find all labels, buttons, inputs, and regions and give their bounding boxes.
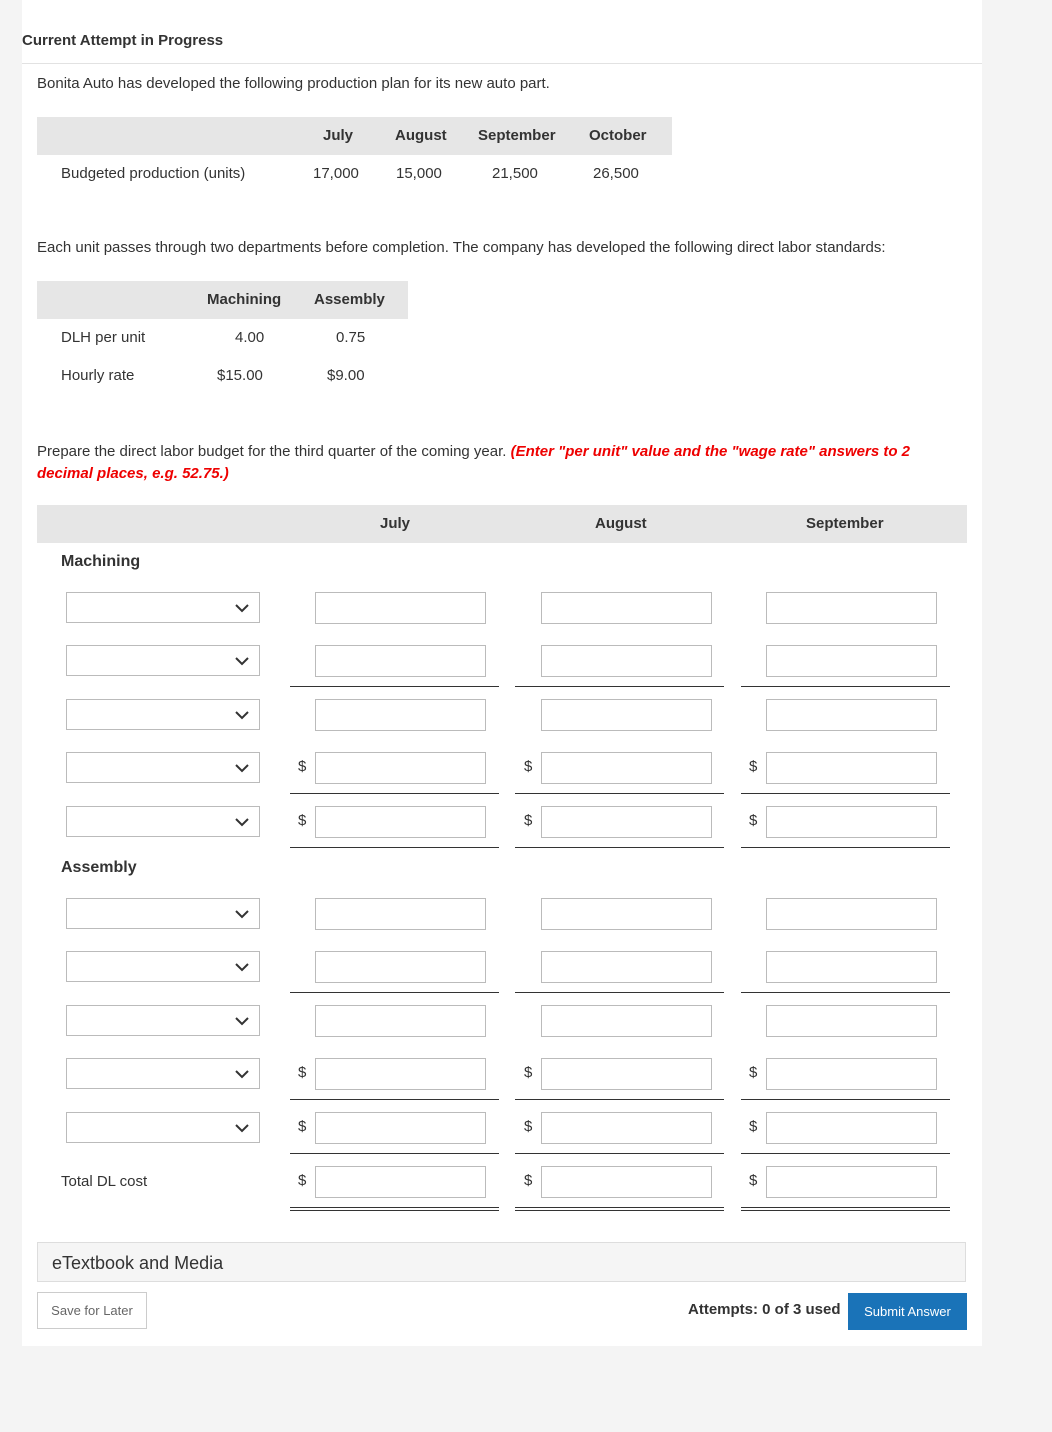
production-month-header: July xyxy=(323,127,354,144)
save-for-later-button[interactable]: Save for Later xyxy=(37,1292,147,1329)
amount-input[interactable] xyxy=(541,752,712,784)
underline-rule xyxy=(515,1153,724,1154)
underline-rule xyxy=(741,793,950,794)
dollar-sign: $ xyxy=(298,758,307,775)
underline-rule xyxy=(741,1207,950,1208)
amount-input[interactable] xyxy=(541,699,712,731)
budget-month-header: August xyxy=(595,515,647,532)
chevron-down-icon xyxy=(233,706,251,724)
line-item-dropdown[interactable] xyxy=(66,699,260,730)
chevron-down-icon xyxy=(233,813,251,831)
underline-rule xyxy=(515,847,724,848)
attempts-counter: Attempts: 0 of 3 used xyxy=(688,1301,841,1318)
amount-input[interactable] xyxy=(315,1058,486,1090)
dollar-sign: $ xyxy=(298,812,307,829)
standards-value: 4.00 xyxy=(235,329,265,346)
total-dl-cost-label: Total DL cost xyxy=(61,1173,148,1190)
chevron-down-icon xyxy=(233,1012,251,1030)
chevron-down-icon xyxy=(233,905,251,923)
amount-input[interactable] xyxy=(766,806,937,838)
chevron-down-icon xyxy=(233,652,251,670)
line-item-dropdown[interactable] xyxy=(66,645,260,676)
line-item-dropdown[interactable] xyxy=(66,1112,260,1143)
underline-rule xyxy=(515,1099,724,1100)
amount-input[interactable] xyxy=(766,752,937,784)
underline-rule xyxy=(515,1210,724,1211)
production-value: 21,500 xyxy=(492,165,538,182)
amount-input[interactable] xyxy=(766,898,937,930)
underline-rule xyxy=(290,1099,499,1100)
amount-input[interactable] xyxy=(766,645,937,677)
chevron-down-icon xyxy=(233,1065,251,1083)
dollar-sign: $ xyxy=(298,1172,307,1189)
dollar-sign: $ xyxy=(524,758,533,775)
dollar-sign: $ xyxy=(524,1064,533,1081)
production-month-header: August xyxy=(395,127,447,144)
chevron-down-icon xyxy=(233,1119,251,1137)
underline-rule xyxy=(741,1099,950,1100)
dollar-sign: $ xyxy=(298,1064,307,1081)
dollar-sign: $ xyxy=(524,1118,533,1135)
production-value: 17,000 xyxy=(313,165,359,182)
chevron-down-icon xyxy=(233,599,251,617)
etextbook-media-bar[interactable] xyxy=(37,1242,966,1282)
amount-input[interactable] xyxy=(541,1112,712,1144)
underline-rule xyxy=(741,686,950,687)
underline-rule xyxy=(741,847,950,848)
amount-input[interactable] xyxy=(315,1112,486,1144)
line-item-dropdown[interactable] xyxy=(66,592,260,623)
underline-rule xyxy=(290,1207,499,1208)
amount-input[interactable] xyxy=(541,1166,712,1198)
amount-input[interactable] xyxy=(315,898,486,930)
production-row-label: Budgeted production (units) xyxy=(61,165,246,182)
underline-rule xyxy=(290,686,499,687)
amount-input[interactable] xyxy=(541,806,712,838)
etextbook-media-label: eTextbook and Media xyxy=(52,1253,224,1273)
dollar-sign: $ xyxy=(749,1064,758,1081)
amount-input[interactable] xyxy=(766,592,937,624)
line-item-dropdown[interactable] xyxy=(66,1058,260,1089)
dollar-sign: $ xyxy=(749,812,758,829)
amount-input[interactable] xyxy=(541,1005,712,1037)
dollar-sign: $ xyxy=(749,1172,758,1189)
amount-input[interactable] xyxy=(766,1166,937,1198)
machining-section-label: Machining xyxy=(61,553,141,570)
amount-input[interactable] xyxy=(541,1058,712,1090)
amount-input[interactable] xyxy=(766,1058,937,1090)
line-item-dropdown[interactable] xyxy=(66,1005,260,1036)
underline-rule xyxy=(515,686,724,687)
amount-input[interactable] xyxy=(766,1112,937,1144)
underline-rule xyxy=(741,1153,950,1154)
amount-input[interactable] xyxy=(315,806,486,838)
chevron-down-icon xyxy=(233,759,251,777)
standards-dept-header: Assembly xyxy=(314,291,385,308)
standards-value: $9.00 xyxy=(327,367,365,384)
standards-value: 0.75 xyxy=(336,329,366,346)
dollar-sign: $ xyxy=(749,758,758,775)
line-item-dropdown[interactable] xyxy=(66,752,260,783)
production-header-bar xyxy=(37,117,672,155)
standards-dept-header: Machining xyxy=(207,291,282,308)
amount-input[interactable] xyxy=(766,699,937,731)
underline-rule xyxy=(290,847,499,848)
dollar-sign: $ xyxy=(524,1172,533,1189)
standards-intro-text: Each unit passes through two departments before completion. The company has developed the following direct labor standards: xyxy=(37,239,886,256)
production-month-header: October xyxy=(589,127,647,144)
instructions xyxy=(37,441,967,485)
standards-row-label: DLH per unit xyxy=(61,329,146,346)
underline-rule xyxy=(290,992,499,993)
amount-input[interactable] xyxy=(315,752,486,784)
amount-input[interactable] xyxy=(315,592,486,624)
underline-rule xyxy=(290,1210,499,1211)
dollar-sign: $ xyxy=(298,1118,307,1135)
production-month-header: September xyxy=(478,127,556,144)
underline-rule xyxy=(741,992,950,993)
chevron-down-icon xyxy=(233,958,251,976)
line-item-dropdown[interactable] xyxy=(66,951,260,982)
status-title: Current Attempt in Progress xyxy=(22,32,224,49)
amount-input[interactable] xyxy=(541,592,712,624)
underline-rule xyxy=(515,793,724,794)
production-value: 15,000 xyxy=(396,165,442,182)
amount-input[interactable] xyxy=(315,951,486,983)
instructions-text: Prepare the direct labor budget for the third quarter of the coming year. xyxy=(37,443,507,460)
dollar-sign: $ xyxy=(749,1118,758,1135)
standards-row-label: Hourly rate xyxy=(61,367,135,384)
submit-answer-button[interactable]: Submit Answer xyxy=(848,1293,967,1330)
divider xyxy=(22,63,982,64)
amount-input[interactable] xyxy=(315,699,486,731)
underline-rule xyxy=(515,992,724,993)
line-item-dropdown[interactable] xyxy=(66,806,260,837)
underline-rule xyxy=(290,1153,499,1154)
instructions-note: (Enter "per unit" value and the "wage rate" answers to 2 decimal places, e.g. 52.75.) xyxy=(37,443,911,482)
amount-input[interactable] xyxy=(766,1005,937,1037)
amount-input[interactable] xyxy=(541,951,712,983)
budget-month-header: September xyxy=(806,515,884,532)
budget-month-header: July xyxy=(380,515,411,532)
underline-rule xyxy=(741,1210,950,1211)
amount-input[interactable] xyxy=(315,1005,486,1037)
intro-text: Bonita Auto has developed the following production plan for its new auto part. xyxy=(37,75,550,92)
standards-value: $15.00 xyxy=(217,367,263,384)
amount-input[interactable] xyxy=(541,898,712,930)
amount-input[interactable] xyxy=(315,1166,486,1198)
assembly-section-label: Assembly xyxy=(61,859,137,876)
production-value: 26,500 xyxy=(593,165,639,182)
amount-input[interactable] xyxy=(541,645,712,677)
amount-input[interactable] xyxy=(315,645,486,677)
underline-rule xyxy=(515,1207,724,1208)
dollar-sign: $ xyxy=(524,812,533,829)
amount-input[interactable] xyxy=(766,951,937,983)
line-item-dropdown[interactable] xyxy=(66,898,260,929)
underline-rule xyxy=(290,793,499,794)
